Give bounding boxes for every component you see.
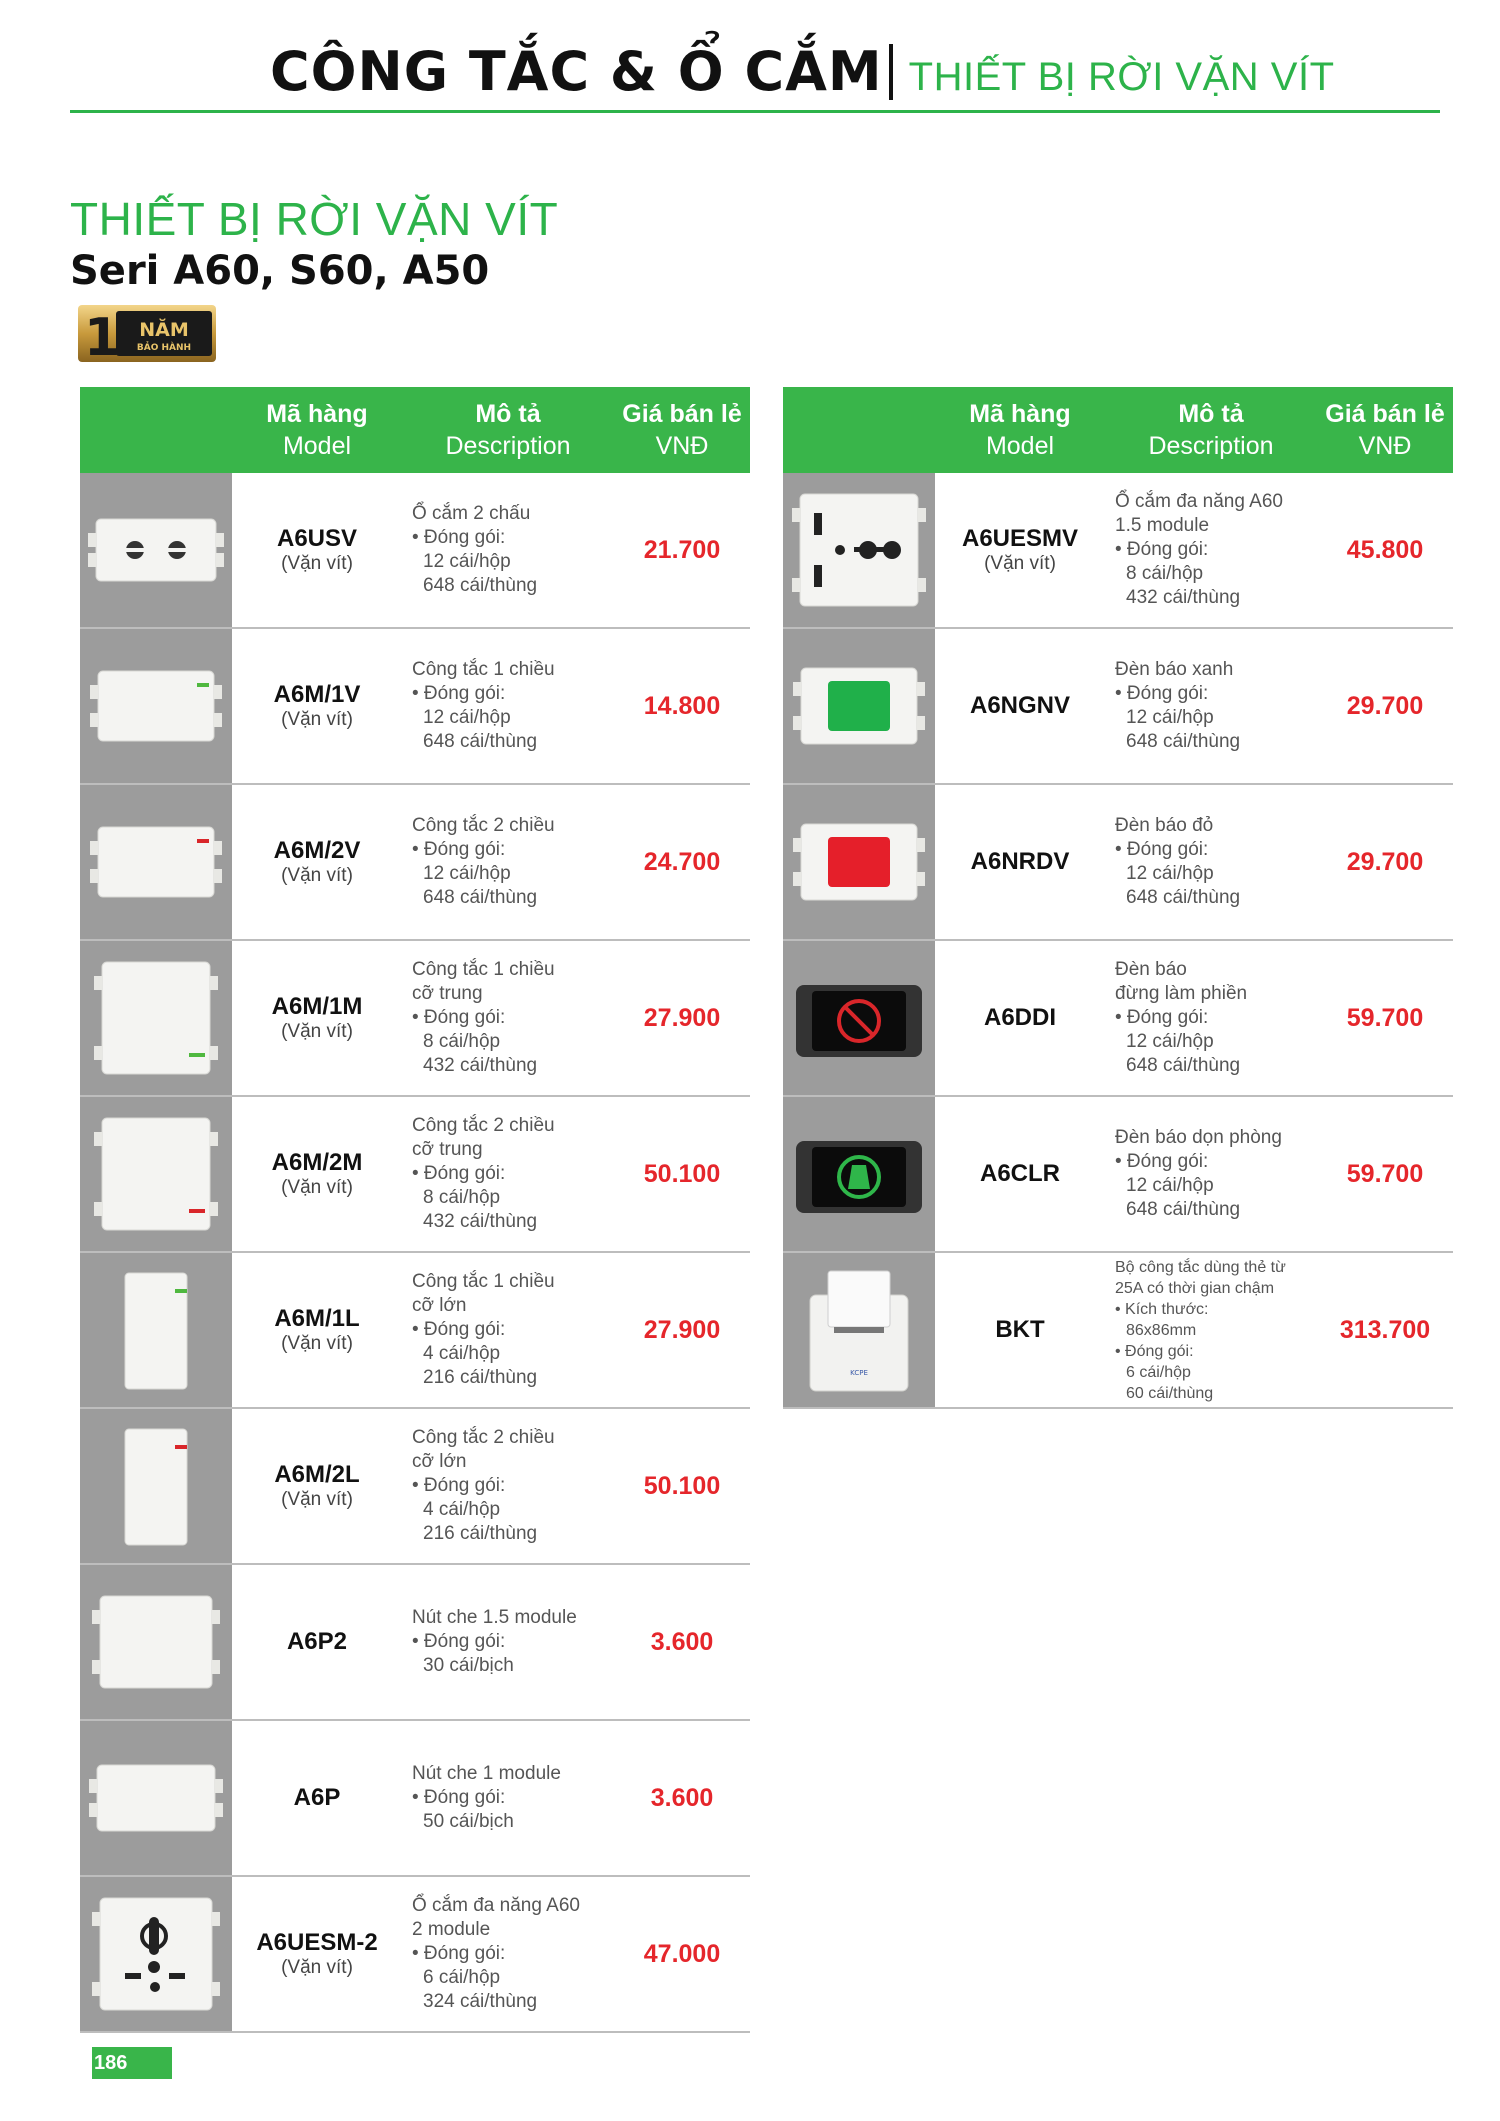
model-cell: [935, 941, 1105, 1095]
description-line: Đèn báo xanh: [1115, 659, 1234, 680]
price: 27.900: [643, 1315, 721, 1344]
product-image: [80, 1721, 232, 1875]
table-row: [80, 1877, 750, 2033]
description-line: 648 cái/thùng: [1126, 1055, 1241, 1076]
model-cell: [935, 1253, 1105, 1407]
model-cell: [232, 1409, 402, 1563]
description-cell: [402, 473, 614, 627]
description-line: Ổ cắm đa năng A60: [412, 1895, 580, 1916]
table-row: [80, 629, 750, 785]
header-price: Giá bán lẻ VNĐ: [622, 400, 742, 460]
description-line: 4 cái/hộp: [423, 1499, 501, 1520]
description-line: 648 cái/thùng: [423, 575, 538, 596]
description-line: 30 cái/bịch: [423, 1655, 514, 1676]
model-code: A6M/1M: [271, 993, 363, 1020]
model-cell: [935, 473, 1105, 627]
table-row: [783, 941, 1453, 1097]
description-line: Ổ cắm 2 chấu: [412, 503, 531, 524]
description-line: • Đóng gói:: [1115, 839, 1209, 860]
description-line: • Đóng gói:: [412, 1787, 506, 1808]
switch-small-red-image: [85, 797, 227, 927]
description-cell: [1105, 941, 1317, 1095]
section-series: Seri A60, S60, A50: [70, 248, 490, 294]
description-line: Công tắc 2 chiều: [412, 815, 555, 836]
model-code: A6M/1L: [274, 1305, 360, 1332]
page-number: 186: [92, 2047, 172, 2079]
description-line: 8 cái/hộp: [423, 1031, 501, 1052]
model-code: BKT: [995, 1316, 1045, 1343]
description-line: Công tắc 1 chiều: [412, 959, 555, 980]
table-header: [783, 387, 1453, 473]
table-row: [80, 785, 750, 941]
model-code: A6P2: [286, 1628, 348, 1655]
header-model: Mã hàng Model: [266, 400, 368, 460]
description-line: 2 module: [412, 1919, 491, 1940]
description-line: Công tắc 2 chiều: [412, 1427, 555, 1448]
table-row: [783, 629, 1453, 785]
description-cell: [402, 1097, 614, 1251]
switch-medium-red-image: [85, 1109, 227, 1239]
description-line: • Đóng gói:: [412, 527, 506, 548]
description-line: Nút che 1.5 module: [412, 1607, 577, 1628]
model-code: A6M/2M: [271, 1149, 363, 1176]
description-line: 60 cái/thùng: [1126, 1384, 1214, 1402]
description-line: Đèn báo: [1115, 959, 1187, 980]
description-line: 12 cái/hộp: [423, 863, 511, 884]
description-line: Nút che 1 module: [412, 1763, 561, 1784]
header-separator: [889, 44, 893, 100]
description-line: 648 cái/thùng: [423, 887, 538, 908]
description-line: Công tắc 2 chiều: [412, 1115, 555, 1136]
model-cell: [232, 785, 402, 939]
description-cell: [402, 1721, 614, 1875]
description-line: 324 cái/thùng: [423, 1991, 538, 2012]
badge-warranty-label: BẢO HÀNH: [136, 343, 192, 353]
universal-socket-1-5-image: [788, 485, 930, 615]
table-row: [783, 1097, 1453, 1253]
description-cell: [402, 1409, 614, 1563]
description-line: Đèn báo dọn phòng: [1115, 1127, 1282, 1148]
header-price: Giá bán lẻ VNĐ: [1325, 400, 1445, 460]
table-row: [783, 1253, 1453, 1409]
price: 29.700: [1346, 847, 1424, 876]
table-body: [80, 473, 750, 2033]
description-cell: [402, 785, 614, 939]
universal-socket-2-image: [85, 1889, 227, 2019]
description-line: 6 cái/hộp: [423, 1967, 501, 1988]
table-row: [80, 473, 750, 629]
description-line: • Đóng gói:: [1115, 1007, 1209, 1028]
product-image: [80, 1409, 232, 1563]
description-line: đừng làm phiền: [1115, 983, 1248, 1004]
description-line: Công tắc 1 chiều: [412, 659, 555, 680]
description-cell: [402, 1877, 614, 2031]
model-cell: [935, 785, 1105, 939]
model-note: (Vặn vít): [281, 1957, 353, 1978]
description-line: 6 cái/hộp: [1126, 1363, 1191, 1381]
price: 47.000: [643, 1939, 721, 1968]
table-row: [783, 785, 1453, 941]
description-line: 1.5 module: [1115, 515, 1210, 536]
model-note: (Vặn vít): [281, 1177, 353, 1198]
key-card-switch-image: [788, 1265, 930, 1395]
header-subtitle: THIẾT BỊ RỜI VẶN VÍT: [908, 55, 1335, 99]
switch-large-red-image: [85, 1421, 227, 1551]
model-note: (Vặn vít): [281, 1333, 353, 1354]
product-image: [80, 1253, 232, 1407]
header-model: Mã hàng Model: [969, 400, 1071, 460]
model-cell: [232, 473, 402, 627]
price: 59.700: [1346, 1159, 1424, 1188]
product-image: [783, 473, 935, 627]
description-line: 12 cái/hộp: [423, 707, 511, 728]
blank-plate-1-image: [85, 1733, 227, 1863]
model-note: (Vặn vít): [984, 553, 1056, 574]
switch-large-green-image: [85, 1265, 227, 1395]
dnd-light-image: [788, 953, 930, 1083]
description-line: • Đóng gói:: [412, 683, 506, 704]
description-line: Công tắc 1 chiều: [412, 1271, 555, 1292]
indicator-green-image: [788, 641, 930, 771]
model-code: A6NGNV: [969, 692, 1071, 719]
description-line: 432 cái/thùng: [423, 1211, 538, 1232]
table-body: [783, 473, 1453, 1409]
description-line: • Đóng gói:: [1115, 1342, 1194, 1360]
indicator-red-image: [788, 797, 930, 927]
description-cell: [1105, 629, 1317, 783]
model-code: A6P: [293, 1784, 341, 1811]
description-line: Ổ cắm đa năng A60: [1115, 491, 1283, 512]
model-code: A6UESMV: [961, 525, 1079, 552]
price: 27.900: [643, 1003, 721, 1032]
product-image: [80, 473, 232, 627]
model-cell: [935, 629, 1105, 783]
table-row: [80, 1565, 750, 1721]
model-cell: [232, 1097, 402, 1251]
product-image: [80, 941, 232, 1095]
table-row: [80, 1721, 750, 1877]
product-image: [80, 785, 232, 939]
header-title: CÔNG TẮC & Ổ CẮM: [270, 40, 883, 103]
table-row: [80, 941, 750, 1097]
table-row: [783, 473, 1453, 629]
product-image: [80, 1565, 232, 1719]
model-cell: [232, 1877, 402, 2031]
product-image: [783, 629, 935, 783]
product-image: [783, 1097, 935, 1251]
description-line: • Đóng gói:: [412, 839, 506, 860]
description-line: • Đóng gói:: [1115, 1151, 1209, 1172]
description-cell: [1105, 1253, 1317, 1407]
model-code: A6UESM-2: [256, 1929, 378, 1956]
description-line: • Đóng gói:: [1115, 539, 1209, 560]
price: 21.700: [643, 535, 721, 564]
header-title-group: [270, 40, 1335, 103]
description-line: 12 cái/hộp: [1126, 1031, 1214, 1052]
model-code: A6M/2V: [273, 837, 361, 864]
description-line: 648 cái/thùng: [423, 731, 538, 752]
product-table-left: [80, 387, 750, 2033]
price: 313.700: [1339, 1315, 1431, 1344]
model-note: (Vặn vít): [281, 1489, 353, 1510]
warranty-badge: [78, 305, 216, 362]
description-line: cỡ trung: [412, 1139, 483, 1160]
switch-small-green-image: [85, 641, 227, 771]
model-code: A6CLR: [979, 1160, 1060, 1187]
description-line: cỡ lớn: [412, 1295, 467, 1316]
description-line: • Đóng gói:: [412, 1007, 506, 1028]
table-row: [80, 1097, 750, 1253]
description-line: • Đóng gói:: [412, 1163, 506, 1184]
description-line: 50 cái/bịch: [423, 1811, 514, 1832]
model-cell: [232, 1721, 402, 1875]
description-line: 8 cái/hộp: [423, 1187, 501, 1208]
model-code: A6USV: [276, 525, 358, 552]
price: 3.600: [650, 1627, 714, 1656]
badge-year-label: NĂM: [139, 319, 189, 341]
section-title: THIẾT BỊ RỜI VẶN VÍT: [70, 193, 559, 245]
model-note: (Vặn vít): [281, 1021, 353, 1042]
description-line: Bộ công tắc dùng thẻ từ: [1115, 1258, 1286, 1276]
model-cell: [232, 941, 402, 1095]
description-line: Đèn báo đỏ: [1115, 815, 1214, 836]
model-cell: [232, 629, 402, 783]
clean-room-light-image: [788, 1109, 930, 1239]
description-line: 216 cái/thùng: [423, 1523, 538, 1544]
description-line: • Đóng gói:: [412, 1475, 506, 1496]
description-line: • Đóng gói:: [412, 1943, 506, 1964]
model-cell: [935, 1097, 1105, 1251]
svg-text:KCPE: KCPE: [850, 1369, 868, 1377]
product-image: [783, 941, 935, 1095]
price: 45.800: [1346, 535, 1424, 564]
description-line: 216 cái/thùng: [423, 1367, 538, 1388]
description-cell: [402, 629, 614, 783]
table-row: [80, 1409, 750, 1565]
model-note: (Vặn vít): [281, 865, 353, 886]
blank-plate-1-5-image: [85, 1577, 227, 1707]
badge-number: 1: [84, 308, 121, 362]
description-line: • Đóng gói:: [412, 1631, 506, 1652]
price: 29.700: [1346, 691, 1424, 720]
price: 3.600: [650, 1783, 714, 1812]
header-description: Mô tả Description: [1148, 400, 1274, 460]
model-note: (Vặn vít): [281, 709, 353, 730]
product-image: [80, 1877, 232, 2031]
description-line: cỡ lớn: [412, 1451, 467, 1472]
description-line: 432 cái/thùng: [423, 1055, 538, 1076]
model-note: (Vặn vít): [281, 553, 353, 574]
description-line: 648 cái/thùng: [1126, 731, 1241, 752]
description-line: 12 cái/hộp: [423, 551, 511, 572]
description-line: 25A có thời gian chậm: [1115, 1279, 1275, 1297]
description-line: • Đóng gói:: [412, 1319, 506, 1340]
description-line: 4 cái/hộp: [423, 1343, 501, 1364]
product-image: [783, 785, 935, 939]
product-image: [783, 1253, 935, 1407]
description-line: • Kích thước:: [1115, 1300, 1209, 1318]
model-cell: [232, 1253, 402, 1407]
description-cell: [402, 1565, 614, 1719]
description-line: 432 cái/thùng: [1126, 587, 1241, 608]
price: 24.700: [643, 847, 721, 876]
price: 50.100: [643, 1159, 721, 1188]
socket-2pin-image: [85, 485, 227, 615]
product-image: [80, 1097, 232, 1251]
model-code: A6DDI: [983, 1004, 1056, 1031]
model-cell: [232, 1565, 402, 1719]
description-line: cỡ trung: [412, 983, 483, 1004]
price: 59.700: [1346, 1003, 1424, 1032]
product-table-right: [783, 387, 1453, 1409]
description-line: • Đóng gói:: [1115, 683, 1209, 704]
model-code: A6M/1V: [273, 681, 361, 708]
description-line: 12 cái/hộp: [1126, 707, 1214, 728]
description-cell: [1105, 473, 1317, 627]
description-cell: [1105, 1097, 1317, 1251]
header-description: Mô tả Description: [445, 400, 571, 460]
description-line: 12 cái/hộp: [1126, 863, 1214, 884]
page-header: [70, 34, 1440, 113]
description-cell: [1105, 785, 1317, 939]
model-code: A6NRDV: [970, 848, 1070, 875]
switch-medium-green-image: [85, 953, 227, 1083]
description-line: 8 cái/hộp: [1126, 563, 1204, 584]
price: 50.100: [643, 1471, 721, 1500]
table-row: [80, 1253, 750, 1409]
table-header: [80, 387, 750, 473]
description-cell: [402, 1253, 614, 1407]
description-line: 648 cái/thùng: [1126, 887, 1241, 908]
price: 14.800: [643, 691, 721, 720]
description-cell: [402, 941, 614, 1095]
description-line: 648 cái/thùng: [1126, 1199, 1241, 1220]
description-line: 12 cái/hộp: [1126, 1175, 1214, 1196]
product-image: [80, 629, 232, 783]
model-code: A6M/2L: [274, 1461, 360, 1488]
description-line: 86x86mm: [1126, 1321, 1197, 1339]
